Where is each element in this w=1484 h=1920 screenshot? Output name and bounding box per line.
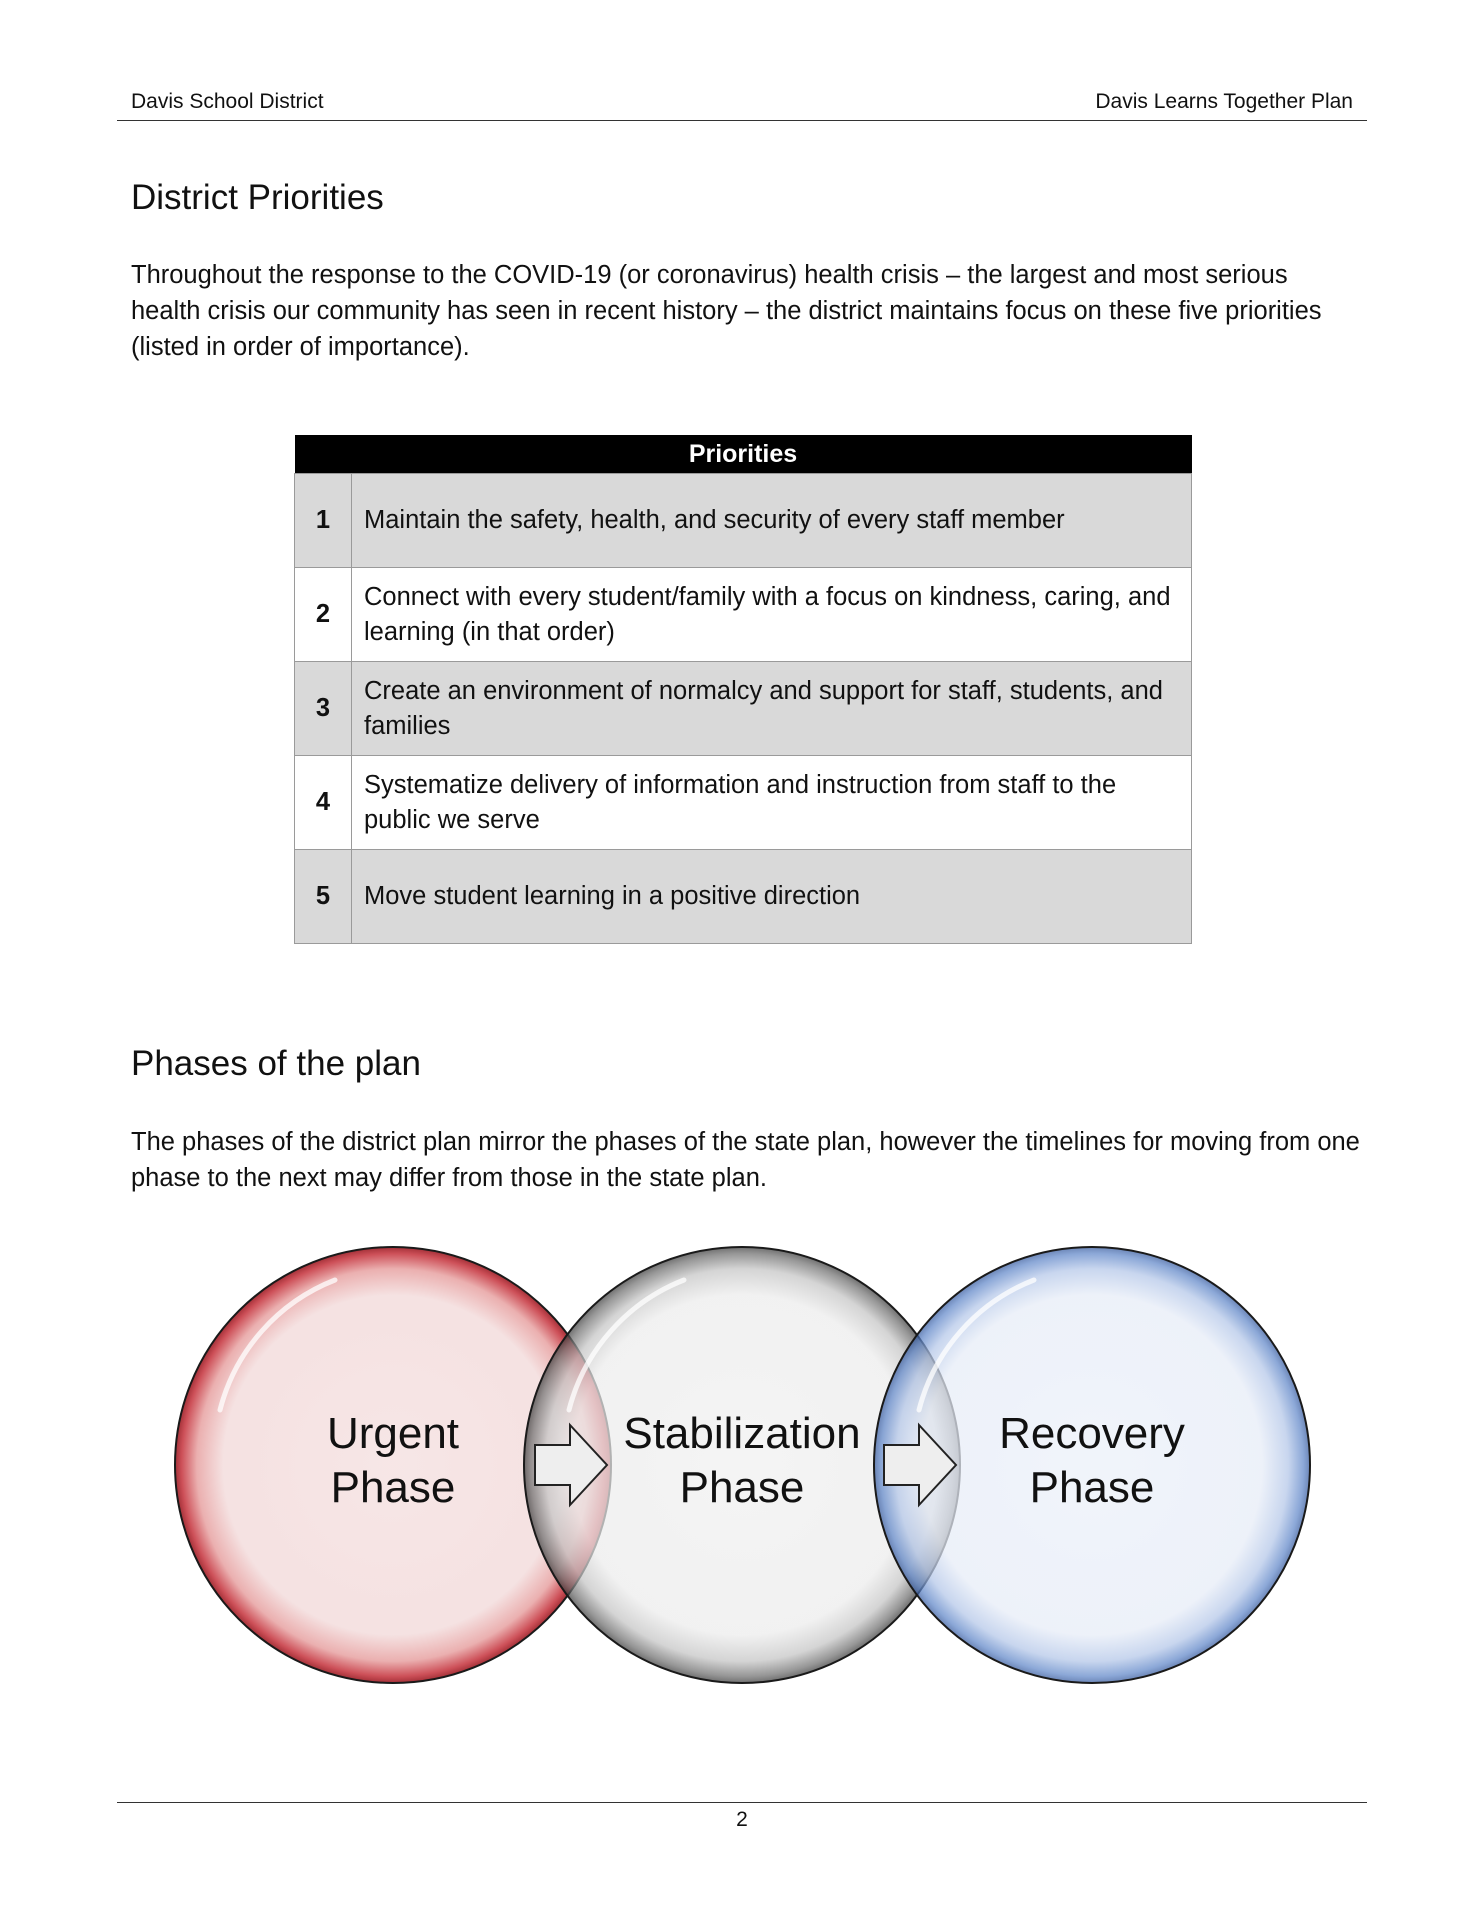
page-number: 2 [736, 1808, 748, 1831]
page-header [117, 88, 1367, 121]
district-priorities-heading: District Priorities [131, 178, 384, 217]
urgent-phase-label-line2: Phase [330, 1463, 456, 1512]
priority-text: Maintain the safety, health, and security of every staff member [352, 474, 1192, 568]
stabilization-phase-label-line1: Stabilization [623, 1409, 861, 1458]
priority-number: 4 [295, 756, 352, 850]
priority-number: 2 [295, 568, 352, 662]
priority-text: Systematize delivery of information and instruction from staff to the public we serve [352, 756, 1192, 850]
urgent-phase-label-line1: Urgent [326, 1409, 460, 1458]
phases-diagram [160, 1235, 1320, 1695]
table-row [295, 756, 1192, 850]
header-organization: Davis School District [131, 90, 324, 113]
footer-divider [117, 1802, 1367, 1803]
priorities-table [294, 435, 1192, 944]
priorities-table-header: Priorities [295, 435, 1192, 474]
table-row [295, 662, 1192, 756]
priority-number: 5 [295, 850, 352, 944]
stabilization-phase-label-line2: Phase [679, 1463, 805, 1512]
priorities-intro-paragraph: Throughout the response to the COVID-19 (or coronavirus) health crisis – the largest and most serious health crisis our community has seen in recent history – the district maintains focus on these five priorities (listed in order of importance). [131, 261, 1322, 361]
priority-text: Connect with every student/family with a focus on kindness, caring, and learning (in that order) [352, 568, 1192, 662]
priorities-table-header-row [295, 435, 1192, 474]
recovery-phase-label-line1: Recovery [999, 1409, 1185, 1458]
phases-heading: Phases of the plan [131, 1044, 421, 1083]
table-row [295, 474, 1192, 568]
header-document-title: Davis Learns Together Plan [1095, 90, 1353, 113]
priority-number: 3 [295, 662, 352, 756]
phases-intro-paragraph: The phases of the district plan mirror the phases of the state plan, however the timelines for moving from one phase to the next may differ from those in the state plan. [131, 1128, 1360, 1192]
recovery-phase-label-line2: Phase [1029, 1463, 1155, 1512]
priority-text: Move student learning in a positive direction [352, 850, 1192, 944]
table-row [295, 568, 1192, 662]
table-row [295, 850, 1192, 944]
priority-number: 1 [295, 474, 352, 568]
priority-text: Create an environment of normalcy and support for staff, students, and families [352, 662, 1192, 756]
